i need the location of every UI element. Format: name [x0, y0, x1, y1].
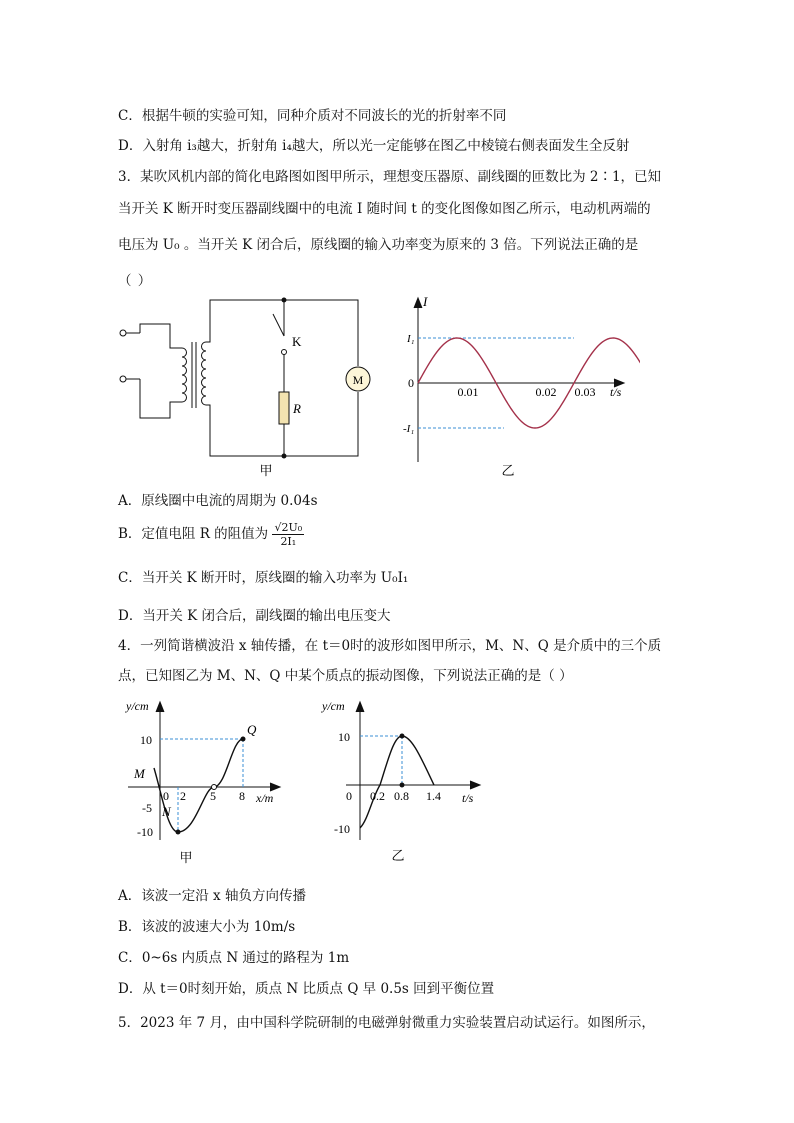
- junction-top: [282, 298, 287, 303]
- wave-x-label: x/m: [256, 791, 274, 805]
- junction-bottom: [282, 454, 287, 459]
- switch-k: [273, 314, 284, 336]
- q3-stem-line3: 电压为 U₀ 。当开关 K 闭合后，原线圈的输入功率变为原来的 3 倍。下列说法正确的是: [118, 237, 639, 253]
- point-n-label: N: [162, 804, 171, 819]
- switch-contact: [282, 350, 287, 355]
- wave-y-label: y/cm: [126, 699, 149, 713]
- option-c-prev: C．根据牛顿的实验可知，同种介质对不同波长的光的折射率不同: [118, 108, 507, 124]
- vib-x-label: t/s: [462, 791, 474, 805]
- vib-ytick-neg10: -10: [334, 822, 350, 836]
- vibration-curve: [360, 736, 434, 828]
- vib-ytick-10: 10: [338, 730, 350, 744]
- option-d-prev: D．入射角 i₃越大，折射角 i₄越大，所以光一定能够在图乙中棱镜右侧表面发生全反射: [118, 138, 630, 154]
- q4-option-d: D．从 t＝0时刻开始，质点 N 比质点 Q 早 0.5s 回到平衡位置: [118, 981, 495, 997]
- current-caption: 乙: [501, 463, 515, 478]
- vib-xtick-0-2: 0.2: [370, 789, 385, 803]
- wave-graph: [118, 690, 298, 870]
- q5-stem-line1: 5．2023 年 7 月，由中国科学院研制的电磁弹射微重力实验装置启动试运行。如图所示，: [118, 1015, 655, 1031]
- i1-label: I₁: [407, 333, 415, 345]
- q3-option-d: D．当开关 K 闭合后，副线圈的输出电压变大: [118, 608, 391, 624]
- circuit-diagram: [110, 290, 390, 480]
- current-graph: [400, 290, 640, 480]
- point-q: [241, 737, 246, 742]
- formula-b-num: √2U₀: [274, 521, 303, 534]
- vib-xtick-1-4: 1.4: [426, 789, 441, 803]
- point-n: [176, 830, 181, 835]
- resistor-label: R: [293, 401, 301, 416]
- q4-option-b: B．该波的波速大小为 10m/s: [118, 919, 296, 935]
- vib-t08-point: [400, 783, 405, 788]
- current-origin-label: 0: [408, 376, 414, 390]
- q4-stem-line2: 点，已知图乙为 M、N、Q 中某个质点的振动图像，下列说法正确的是（ ）: [118, 668, 573, 684]
- q3-option-a: A．原线圈中电流的周期为 0.04s: [118, 493, 318, 509]
- q3-stem-line2: 当开关 K 断开时变压器副线圈中的电流 I 随时间 t 的变化图像如图乙所示，电动机两端的: [118, 201, 651, 217]
- vib-xtick-0-8: 0.8: [394, 789, 409, 803]
- wave-ytick-10: 10: [140, 733, 152, 747]
- formula-b-den: 2I₁: [280, 535, 297, 548]
- circuit-caption: 甲: [259, 463, 273, 478]
- q3-option-b: [118, 521, 304, 548]
- tick-0-03: 0.03: [574, 385, 596, 399]
- q3-answer-paren: （ ）: [118, 273, 153, 289]
- wave-xtick-8: 8: [239, 789, 245, 803]
- q4-option-c: C．0~6s 内质点 N 通过的路程为 1m: [118, 950, 350, 966]
- vib-peak-point: [400, 734, 405, 739]
- wave-xtick-0: 0: [163, 789, 169, 803]
- q4-option-a: A．该波一定沿 x 轴负方向传播: [118, 888, 306, 904]
- vib-xtick-0: 0: [346, 789, 352, 803]
- switch-label: K: [292, 334, 302, 349]
- wave-xtick-2: 2: [180, 789, 186, 803]
- vib-caption: 乙: [391, 848, 405, 863]
- current-x-label: t/s: [610, 385, 622, 399]
- primary-coil: [182, 348, 187, 402]
- vibration-graph: [318, 690, 488, 870]
- vib-y-label: y/cm: [322, 699, 345, 713]
- q3-option-c: C．当开关 K 断开时，原线圈的输入功率为 U₀I₁: [118, 570, 409, 586]
- input-terminal-bottom: [120, 376, 126, 382]
- q3-option-b-prefix: B．定值电阻 R 的阻值为: [118, 526, 269, 542]
- wave-caption: 甲: [179, 850, 193, 865]
- wave-ytick-neg10: -10: [137, 825, 153, 839]
- tick-0-01: 0.01: [457, 385, 479, 399]
- point-q-label: Q: [247, 722, 257, 737]
- q4-stem-line1: 4．一列简谐横波沿 x 轴传播，在 t＝0时的波形如图甲所示，M、N、Q 是介质中的三个质: [118, 638, 662, 654]
- tick-0-02: 0.02: [535, 385, 557, 399]
- motor-label: M: [352, 373, 364, 387]
- formula-b: [272, 521, 304, 548]
- secondary-coil: [202, 342, 207, 405]
- q3-stem-line1: 3．某吹风机内部的简化电路图如图甲所示，理想变压器原、副线圈的匝数比为 2∶1，已知: [118, 169, 662, 185]
- wave-xtick-5: 5: [210, 789, 216, 803]
- wave-ytick-neg5: -5: [142, 801, 152, 815]
- resistor-r: [279, 392, 289, 424]
- current-y-label: I: [423, 294, 428, 309]
- input-terminal-top: [120, 330, 126, 336]
- point-m-label: M: [134, 766, 145, 781]
- neg-i1-label: -I₁: [403, 423, 415, 435]
